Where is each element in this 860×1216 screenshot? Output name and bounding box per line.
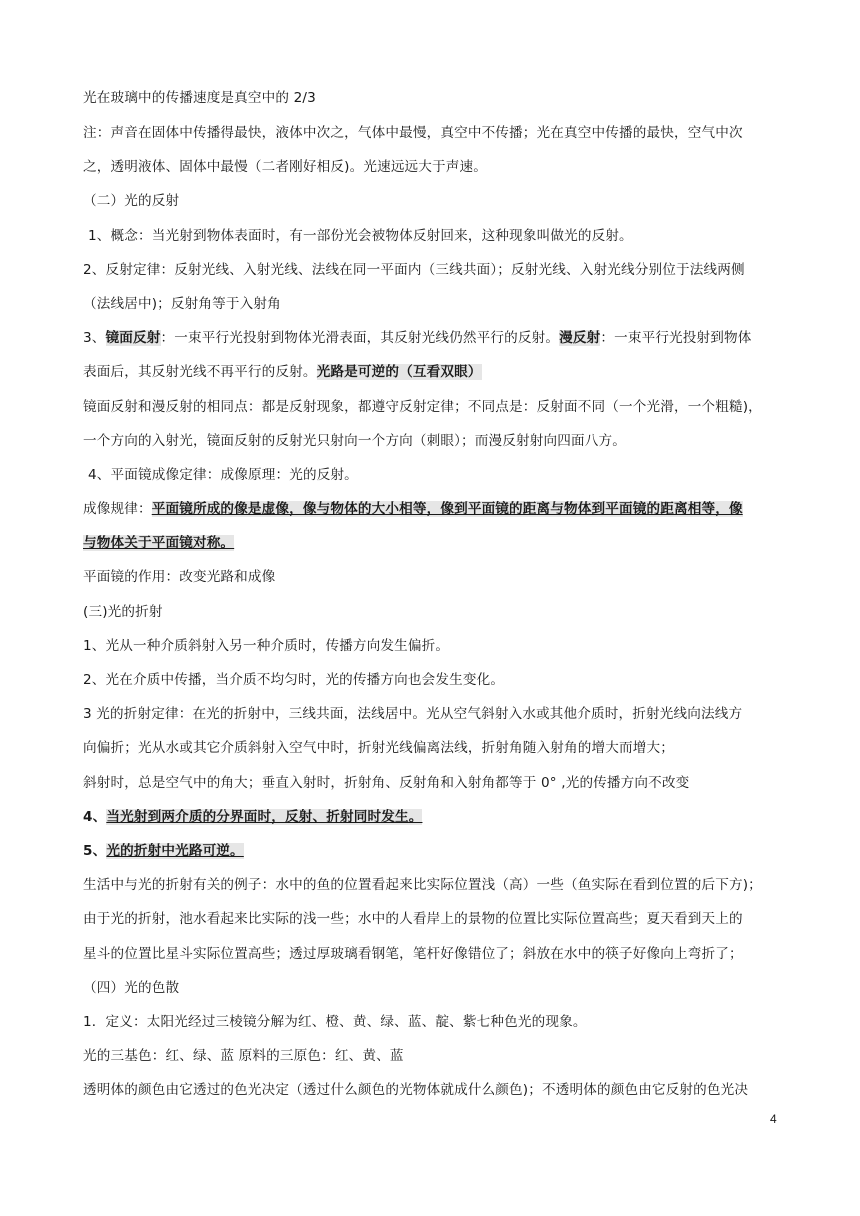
item-number: 5、 [83, 843, 107, 859]
text-line: 斜射时，总是空气中的角大；垂直入射时，折射角、反射角和入射角都等于 0° ,光的传播方向不改变 [83, 775, 690, 791]
highlight-reversible-path: 光路是可逆的（互看双眼） [316, 364, 482, 380]
text-line-reversible [83, 841, 783, 861]
text-line: 向偏折；光从水或其它介质斜射入空气中时，折射光线偏离法线，折射角随入射角的增大而增大； [83, 740, 674, 756]
text-line: 注：声音在固体中传播得最快，液体中次之，气体中最慢，真空中不传播；光在真空中传播的最快，空气中次 [83, 125, 743, 141]
text-line: 4、平面镜成像定律：成像原理：光的反射。 [88, 467, 358, 483]
definition-text: 表面后，其反射光线不再平行的反射。 [83, 364, 317, 380]
page-number: 4 [770, 1112, 777, 1126]
text-line: 光在玻璃中的传播速度是真空中的 2/3 [83, 90, 316, 106]
text-line: 由于光的折射，池水看起来比实际的浅一些；水中的人看岸上的景物的位置比实际位置高些；夏天看到天上的 [83, 911, 743, 927]
text-line: 2、光在介质中传播，当介质不均匀时，光的传播方向也会发生变化。 [83, 672, 505, 688]
text-line: 之，透明液体、固体中最慢（二者刚好相反)。光速远远大于声速。 [83, 159, 488, 175]
text-line: 2、反射定律：反射光线、入射光线、法线在同一平面内（三线共面）；反射光线、入射光线分别位于法线两侧 [83, 262, 745, 278]
definition-text: ：一束平行光投射到物体 [600, 330, 752, 346]
term-specular-reflection: 镜面反射 [105, 330, 161, 346]
highlight-reversible: 光的折射中光路可逆。 [106, 843, 244, 859]
item-number: 4、 [83, 809, 107, 825]
text-line: 一个方向的入射光，镜面反射的反射光只射向一个方向（刺眼）；而漫反射射向四面八方。 [83, 433, 626, 449]
text-line: 透明体的颜色由它透过的色光决定（透过什么颜色的光物体就成什么颜色)；不透明体的颜色由它反射的色光决 [83, 1082, 749, 1098]
text-line: 3 光的折射定律：在光的折射中，三线共面，法线居中。光从空气斜射入水或其他介质时，折射光线向法线方 [83, 706, 743, 722]
text-line: 镜面反射和漫反射的相同点：都是反射现象，都遵守反射定律；不同点是：反射面不同（一个光滑，一个粗糙)， [83, 399, 762, 415]
text-line: 1、光从一种介质斜射入另一种介质时，传播方向发生偏折。 [83, 638, 450, 654]
text-line: 1、概念：当光射到物体表面时，有一部份光会被物体反射回来，这种现象叫做光的反射。 [88, 228, 633, 244]
item-number: 3、 [83, 330, 106, 346]
highlight-imaging-rule-cont: 与物体关于平面镜对称。 [83, 535, 235, 551]
text-line: 生活中与光的折射有关的例子：水中的鱼的位置看起来比实际位置浅（高）一些（鱼实际在看到位置的后下方)； [83, 877, 762, 893]
highlight-simultaneous: 当光射到两介质的分界面时，反射、折射同时发生。 [106, 809, 423, 825]
text-line: 1．定义：太阳光经过三棱镜分解为红、橙、黄、绿、蓝、靛、紫七种色光的现象。 [83, 1014, 587, 1030]
text-line-specular-diffuse [83, 328, 783, 348]
text-line-simultaneous [83, 807, 783, 827]
text-line-imaging-rule [83, 499, 783, 519]
highlight-imaging-rule: 平面镜所成的像是虚像，像与物体的大小相等，像到平面镜的距离与物体到平面镜的距离相等，像 [151, 501, 743, 517]
text-line: 平面镜的作用：改变光路和成像 [83, 569, 276, 585]
term-diffuse-reflection: 漫反射 [559, 330, 601, 346]
text-line: 星斗的位置比星斗实际位置高些；透过厚玻璃看钢笔，笔杆好像错位了；斜放在水中的筷子好像向上弯折了； [83, 946, 743, 962]
text-line: （法线居中)；反射角等于入射角 [83, 296, 281, 312]
section-heading-refraction: (三)光的折射 [83, 604, 163, 620]
label-imaging-rule: 成像规律： [83, 501, 152, 517]
section-heading-reflection: （二）光的反射 [83, 193, 180, 209]
text-line: 光的三基色：红、绿、蓝 原料的三原色：红、黄、蓝 [83, 1048, 404, 1064]
section-heading-dispersion: （四）光的色散 [83, 980, 180, 996]
definition-text: ：一束平行光投射到物体光滑表面，其反射光线仍然平行的反射。 [160, 330, 560, 346]
text-line [83, 362, 783, 382]
